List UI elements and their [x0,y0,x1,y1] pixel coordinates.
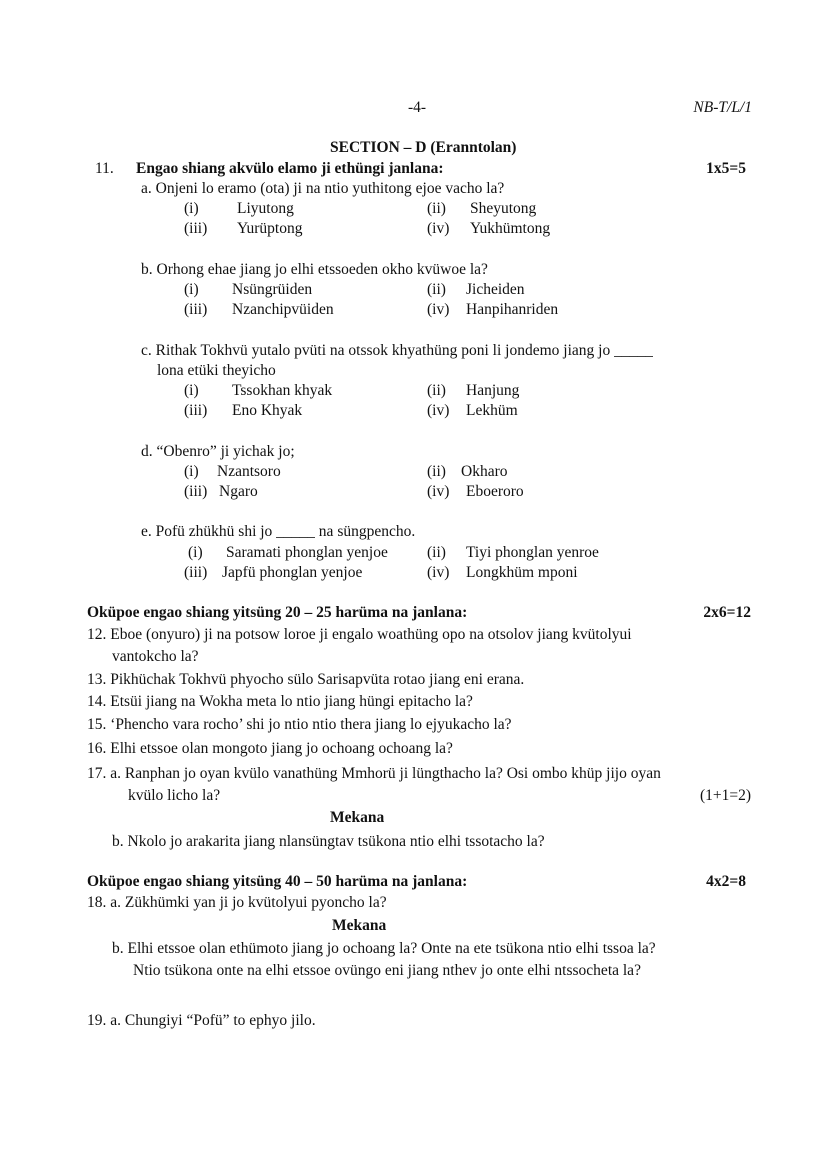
part-e-stem: e. Pofü zhükhü shi jo _____ na süngpencho. [141,523,416,540]
question-18b-cont: Ntio tsükona onte na elhi etssoe ovüngo eni jiang nthev jo onte elhi ntssocheta la? [133,962,641,979]
option-num: (iii) [184,483,208,500]
section-title: SECTION – D (Eranntolan) [330,139,517,156]
option-text: Japfü phonglan yenjoe [222,564,363,581]
option-num: (i) [184,463,199,480]
question-16: 16. Elhi etssoe olan mongoto jiang jo ochoang ochoang la? [87,740,453,757]
option-text: Saramati phonglan yenjoe [226,544,388,561]
part-b-stem: b. Orhong ehae jiang jo elhi etssoeden okho kvüwoe la? [141,261,488,278]
option-num: (iii) [184,402,208,419]
option-num: (ii) [427,281,446,298]
option-text: Hanpihanriden [466,301,559,318]
question-17a: 17. a. Ranphan jo oyan kvülo vanathüng Mmhorü ji lüngthacho la? Osi ombo khüp jijo oyan [87,765,661,782]
question-number: 11. [95,160,114,177]
group-heading: Oküpoe engao shiang yitsüng 40 – 50 harüma na janlana: [87,873,468,890]
option-num: (iii) [184,220,208,237]
group-heading: Oküpoe engao shiang yitsüng 20 – 25 harüma na janlana: [87,604,468,621]
question-19a: 19. a. Chungiyi “Pofü” to ephyo jilo. [87,1012,316,1029]
question-17a-cont: kvülo licho la? [128,787,221,804]
option-num: (i) [184,200,199,217]
option-text: Yukhümtong [470,220,551,237]
question-18b: b. Elhi etssoe olan ethümoto jiang jo ochoang la? Onte na ete tsükona ntio elhi tssoa la? [112,940,656,957]
question-17-marks: (1+1=2) [699,787,751,804]
or-label: Mekana [332,917,387,934]
option-num: (ii) [427,544,446,561]
option-num: (iii) [184,564,208,581]
option-num: (iv) [427,483,450,500]
option-text: Liyutong [237,200,294,217]
option-num: (i) [184,281,199,298]
option-text: Ngaro [219,483,258,500]
option-text: Tiyi phonglan yenroe [466,544,599,561]
option-text: Nzanchipvüiden [232,301,334,318]
option-text: Lekhüm [466,402,518,419]
question-marks: 1x5=5 [706,160,746,177]
option-num: (ii) [427,200,446,217]
option-num: (iv) [427,564,450,581]
option-num: (iv) [427,301,450,318]
question-14: 14. Etsüi jiang na Wokha meta lo ntio jiang hüngi epitacho la? [87,693,473,710]
part-c-stem-cont: lona etüki theyicho [157,362,276,379]
option-num: (iii) [184,301,208,318]
part-d-stem: d. “Obenro” ji yichak jo; [141,443,295,460]
option-text: Nzantsoro [217,463,281,480]
paper-code: NB-T/L/1 [693,99,752,116]
question-heading: Engao shiang akvülo elamo ji ethüngi janlana: [136,160,444,177]
part-c-stem: c. Rithak Tokhvü yutalo pvüti na otssok khyathüng poni li jondemo jiang jo _____ [141,342,653,359]
option-num: (i) [188,544,203,561]
question-18a: 18. a. Zükhümki yan ji jo kvütolyui pyoncho la? [87,894,387,911]
page-number: -4- [408,99,427,116]
question-12: 12. Eboe (onyuro) ji na potsow loroe ji engalo woathüng opo na otsolov jiang kvütolyui [87,626,632,643]
option-text: Yurüptong [237,220,303,237]
or-label: Mekana [330,809,385,826]
option-text: Hanjung [466,382,520,399]
option-text: Nsüngrüiden [232,281,313,298]
option-text: Sheyutong [470,200,537,217]
question-17b: b. Nkolo jo arakarita jiang nlansüngtav tsükona ntio elhi tssotacho la? [112,833,545,850]
option-text: Eboeroro [466,483,524,500]
option-text: Okharo [461,463,508,480]
question-12-cont: vantokcho la? [112,648,199,665]
group-marks: 4x2=8 [706,873,746,890]
group-marks: 2x6=12 [703,604,751,621]
option-num: (ii) [427,382,446,399]
option-text: Longkhüm mponi [466,564,578,581]
question-15: 15. ‘Phencho vara rocho’ shi jo ntio ntio thera jiang lo ejyukacho la? [87,716,512,733]
option-num: (iv) [427,220,450,237]
option-text: Jicheiden [466,281,525,298]
option-text: Eno Khyak [232,402,303,419]
option-num: (ii) [427,463,446,480]
option-num: (iv) [427,402,450,419]
question-13: 13. Pikhüchak Tokhvü phyocho sülo Sarisapvüta rotao jiang eni erana. [87,671,525,688]
option-num: (i) [184,382,199,399]
part-a-stem: a. Onjeni lo eramo (ota) ji na ntio yuthitong ejoe vacho la? [141,180,505,197]
option-text: Tssokhan khyak [232,382,333,399]
